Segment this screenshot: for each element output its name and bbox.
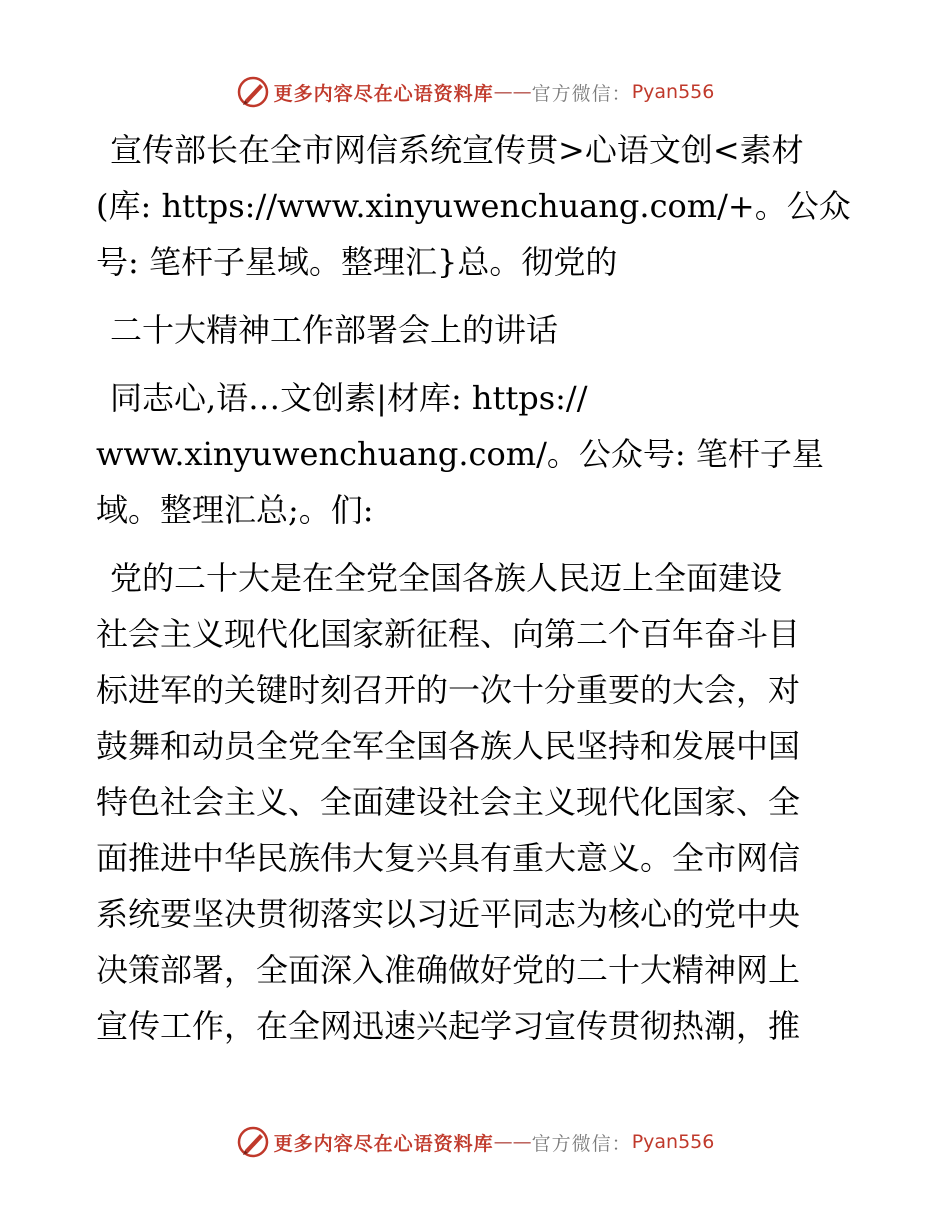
title-line-3: 号: 笔杆子星域。整理汇}总。彻党的 bbox=[96, 243, 618, 281]
banner-dash: —— bbox=[493, 1131, 532, 1153]
body-line: 决策部署，全面深入准确做好党的二十大精神网上 bbox=[96, 951, 801, 989]
salutation-line-1: 同志心,语…文创素|材库: https:// bbox=[110, 379, 588, 417]
footer-watermark-banner bbox=[0, 1122, 950, 1162]
salutation-line-3: 域。整理汇总;。们: bbox=[96, 491, 374, 529]
pen-logo-icon bbox=[236, 75, 270, 109]
banner-dash: —— bbox=[493, 81, 532, 103]
body-line: 特色社会主义、全面建设社会主义现代化国家、全 bbox=[96, 783, 801, 821]
subtitle: 二十大精神工作部署会上的讲话 bbox=[110, 311, 559, 349]
header-watermark-banner bbox=[0, 72, 950, 112]
body-line: 面推进中华民族伟大复兴具有重大意义。全市网信 bbox=[96, 839, 801, 877]
body-line: 系统要坚决贯彻落实以习近平同志为核心的党中央 bbox=[96, 895, 801, 933]
body-line: 标进军的关键时刻召开的一次十分重要的大会，对 bbox=[96, 671, 801, 709]
banner-wechat-label: 官方微信： bbox=[531, 1132, 632, 1155]
banner-wechat-label: 官方微信： bbox=[531, 82, 632, 105]
document-body bbox=[96, 122, 856, 1054]
banner-main-text: 更多内容尽在心语资料库 bbox=[273, 1132, 494, 1155]
title-line-1: 宣传部长在全市网信系统宣传贯>心语文创<素材 bbox=[110, 131, 804, 169]
banner-main-text: 更多内容尽在心语资料库 bbox=[273, 82, 494, 105]
title-line-2: (库: https://www.xinyuwenchuang.com/+。公众 bbox=[96, 187, 851, 225]
banner-wechat-id: Pyan556 bbox=[631, 1131, 715, 1153]
pen-logo-icon bbox=[236, 1125, 270, 1159]
banner-wechat-id: Pyan556 bbox=[631, 81, 715, 103]
body-line: 社会主义现代化国家新征程、向第二个百年奋斗目 bbox=[96, 615, 801, 653]
salutation-line-2: www.xinyuwenchuang.com/。公众号: 笔杆子星 bbox=[96, 435, 824, 473]
body-line: 党的二十大是在全党全国各族人民迈上全面建设 bbox=[110, 559, 783, 597]
body-line: 鼓舞和动员全党全军全国各族人民坚持和发展中国 bbox=[96, 727, 801, 765]
body-line: 宣传工作，在全网迅速兴起学习宣传贯彻热潮，推 bbox=[96, 1007, 801, 1045]
